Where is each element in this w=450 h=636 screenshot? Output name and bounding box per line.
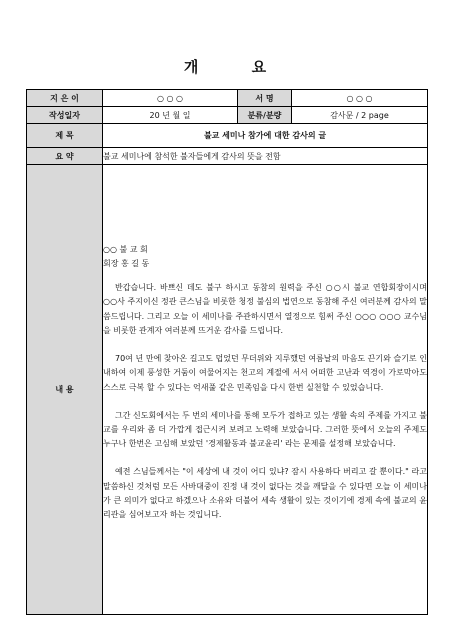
author-value: ○ ○ ○ <box>103 90 238 107</box>
subject-value: 불교 세미나 참가에 대한 감사의 글 <box>103 124 428 148</box>
subject-label: 제 목 <box>27 124 103 148</box>
date-label: 작성일자 <box>27 107 103 124</box>
date-row <box>27 107 428 124</box>
content-label: 내 용 <box>27 165 103 615</box>
paragraph-2: 70여 년 만에 찾아온 길고도 덥었던 무더위와 지루했던 여름날의 마음도 끈기와 슬기로 인내하여 이제 풍성한 거둠이 여물어지는 천고의 계절에 서서 어떠한 고난과 역경이 가로막아도 스스로 극복 할 수 있다는 억새풀 같은 민족임을 다시 한번 실천할 수 있었습니다. <box>103 354 427 392</box>
author-row <box>27 90 428 107</box>
greeting-line-2: 회장 홍 길 동 <box>103 259 150 269</box>
summary-label: 요 약 <box>27 148 103 165</box>
subject-row <box>27 124 428 148</box>
paragraph-3: 그간 신도회에서는 두 번의 세미나를 통해 모두가 접하고 있는 생활 속의 주제를 가지고 불교를 우리와 좀 더 가깝게 접근시켜 보려고 노력해 보았습니다. 그러한 뜻에서 오늘의 주제도 누구나 한번은 고심해 보았던 '경제활동과 불교윤리' 라는 문제를 설정해 보았습니다. <box>103 410 427 449</box>
category-label: 분류/분량 <box>238 107 292 124</box>
paragraph-4: 예전 스님들께서는 "이 세상에 내 것이 어디 있냐? 잠시 사용하다 버리고 갈 뿐이다." 라고 말씀하신 것처럼 모든 사바대중이 진정 내 것이 없다는 것을 깨달을 수 있다면 오늘 이 세미나가 큰 의미가 없다고 하겠으나 소유와 더불어 세속 생활이 있는 것이기에 경제 속에 불교의 윤리관을 심어보고자 하는 것입니다. <box>103 467 427 519</box>
signature-value: ○ ○ ○ <box>292 90 428 107</box>
date-value: 20 년 월 일 <box>103 107 238 124</box>
greeting-line-1: ○○ 불 교 회 <box>103 244 148 254</box>
document-title: 개 요 <box>183 58 291 76</box>
summary-value: 불교 세미나에 참석한 불자들에게 감사의 뜻을 전함 <box>103 148 428 165</box>
signature-label: 서 명 <box>238 90 292 107</box>
summary-form-table <box>26 89 428 615</box>
category-value: 감사문 / 2 page <box>292 107 428 124</box>
paragraph-1: 반갑습니다. 바쁘신 데도 불구 하시고 동참의 원력을 주신 ○○시 불교 연합회장이시며 ○○사 주지이신 정관 큰스님을 비롯한 청정 불심의 법연으로 동참해 주신 여러분께 감사의 말씀드립니다. 그리고 오늘 이 세미나를 주관하시면서 열정으로 힘써 주신 ○○○ ○○○ 교수님을 비롯한 관계자 여러분께 뜨거운 감사를 드립니다. <box>103 283 427 335</box>
content-row <box>27 165 428 615</box>
content-body <box>103 165 428 615</box>
author-label: 지 은 이 <box>27 90 103 107</box>
summary-row <box>27 148 428 165</box>
